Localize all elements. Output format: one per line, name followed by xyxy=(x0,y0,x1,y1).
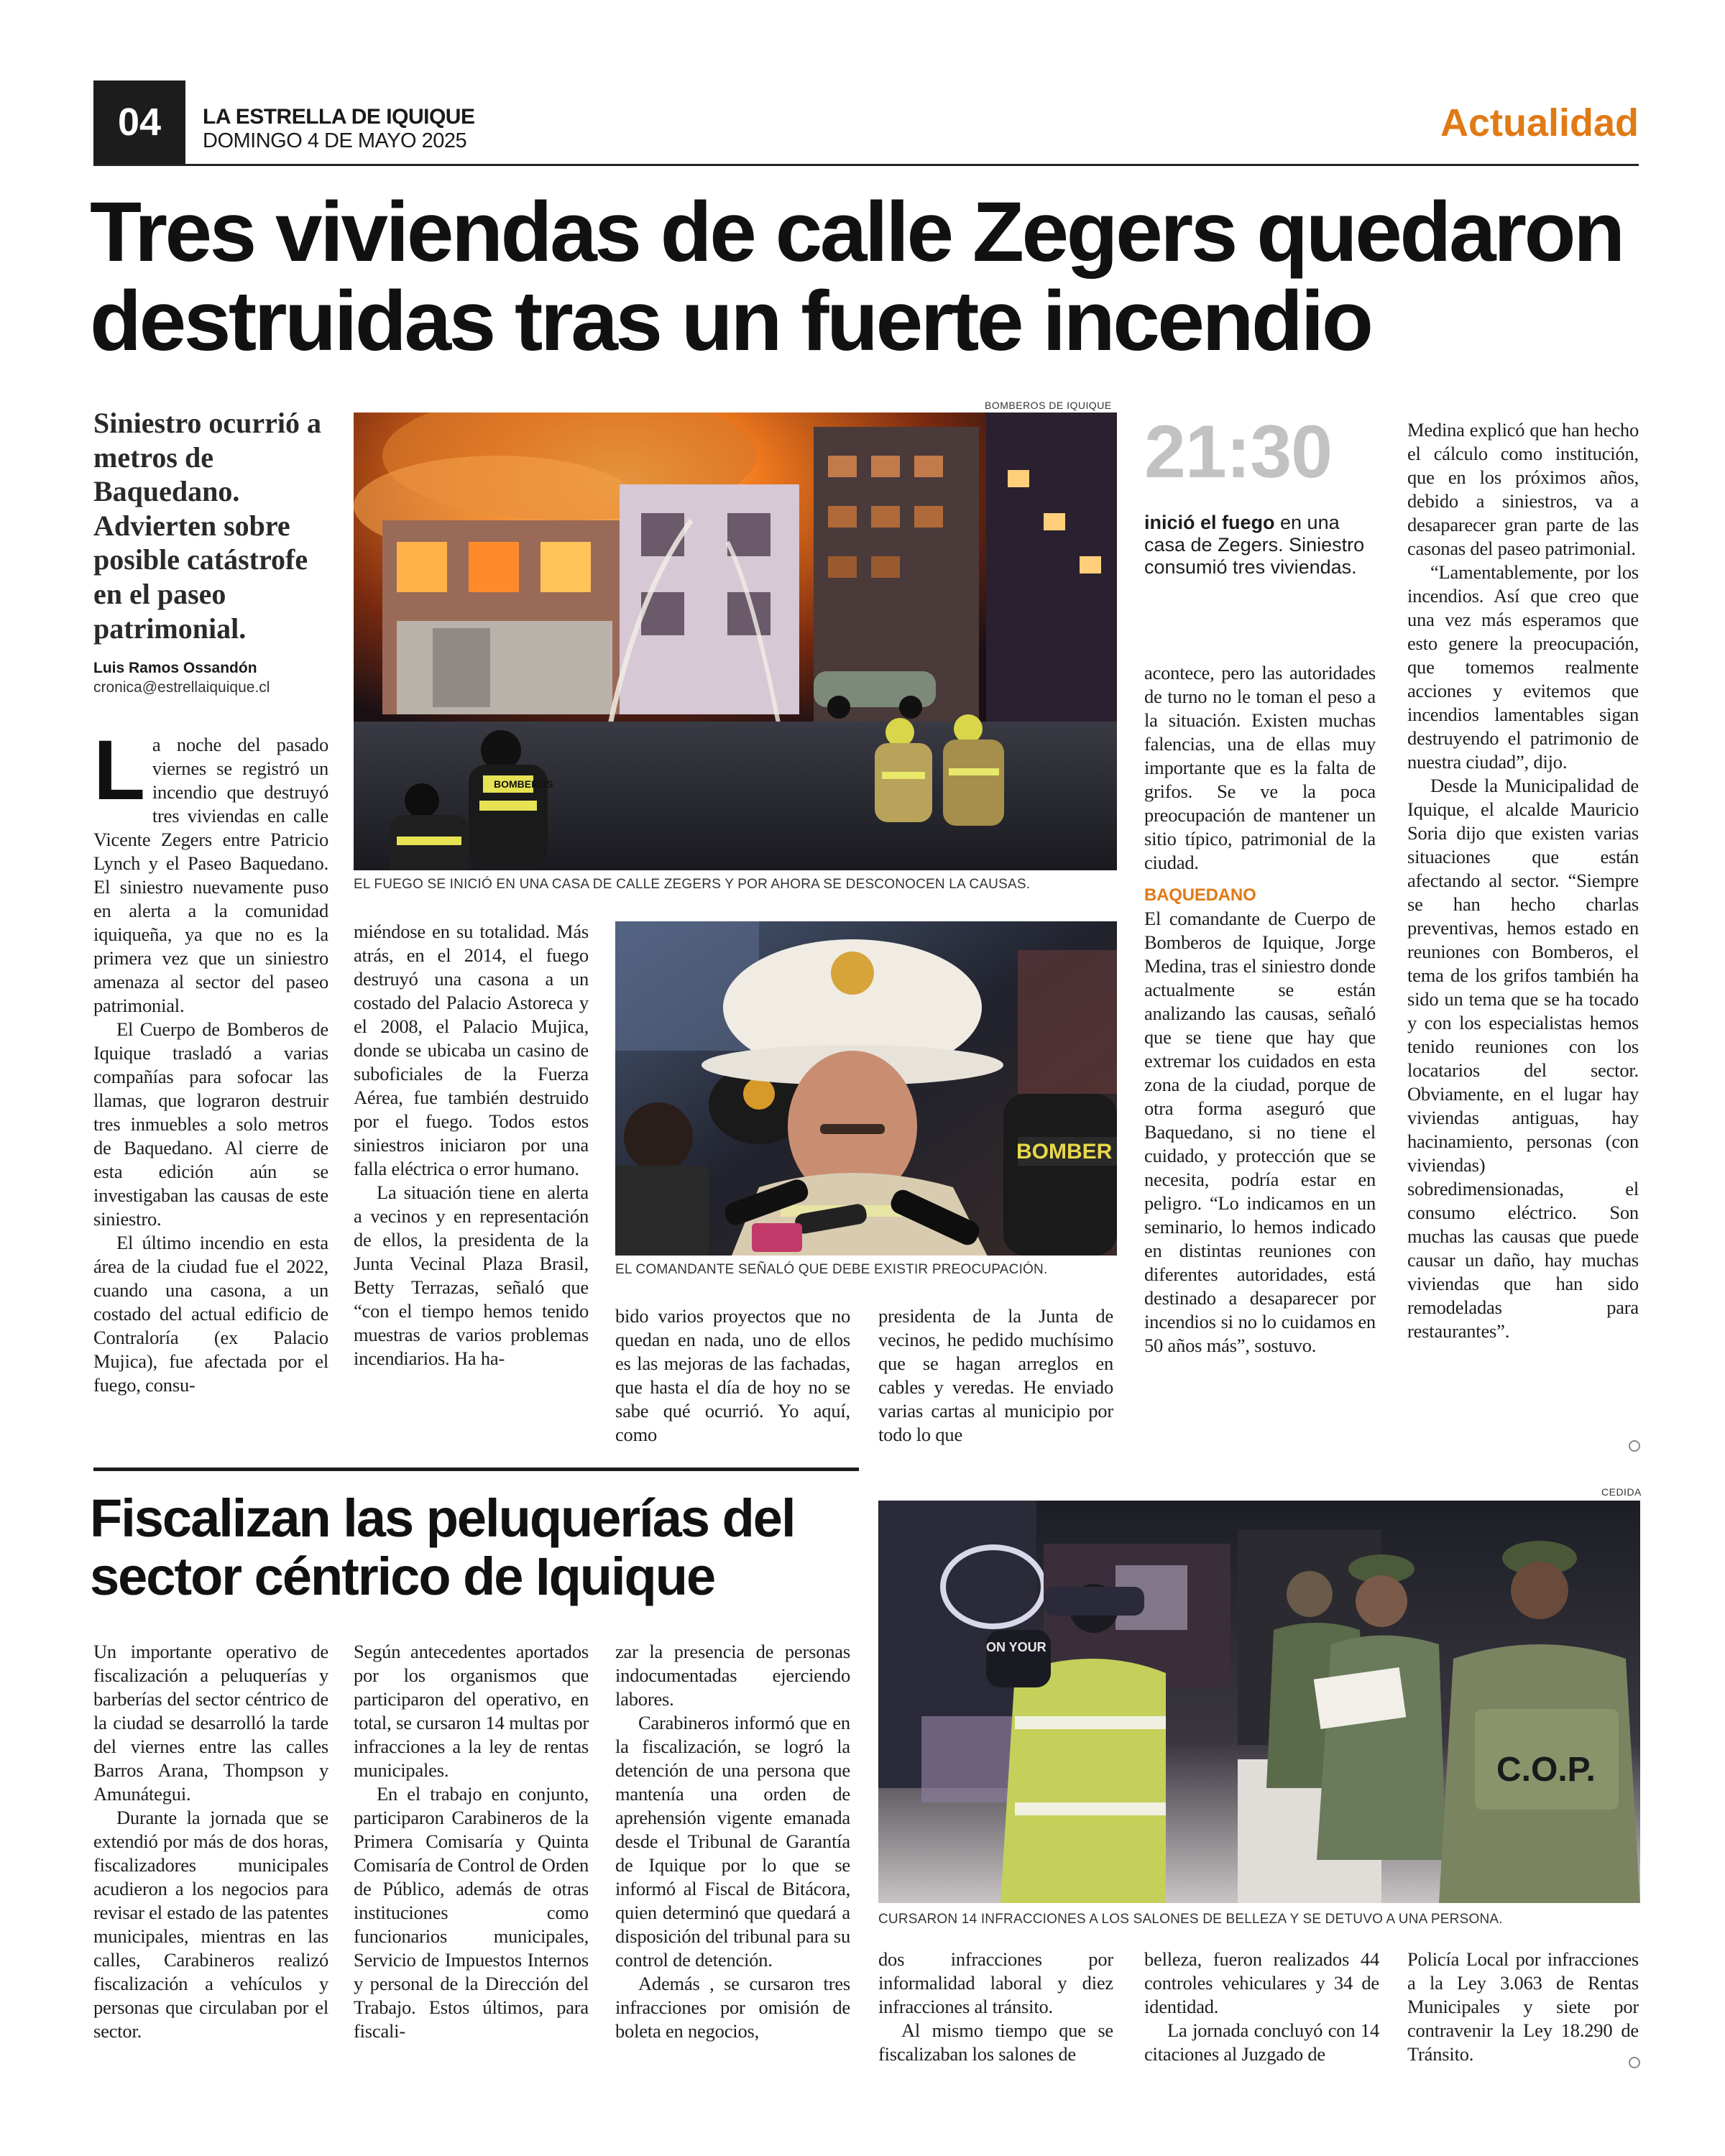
second-headline: Fiscalizan las peluquerías del sector céntrico de Iquique xyxy=(90,1488,795,1607)
photo-caption: CURSARON 14 INFRACCIONES A LOS SALONES DE BELLEZA Y SE DETUVO A UNA PERSONA. xyxy=(878,1912,1503,1927)
fire-scene-illustration xyxy=(354,413,1117,870)
paragraph: zar la presencia de personas indocumentadas ejerciendo labores. xyxy=(615,1641,850,1710)
paragraph: bido varios proyectos que no quedan en nada, uno de ellos es las mejoras de las fachadas, que hasta el día de hoy no se sabe qué ocurrió. Yo aquí, como xyxy=(615,1305,850,1445)
vest-label: C.O.P. xyxy=(1496,1751,1596,1789)
article-column-1 xyxy=(93,723,328,1397)
paragraph: Desde la Municipalidad de Iquique, el alcalde Mauricio Soria dijo que existen varias situaciones que están afectando al sector. “Siempre se han hecho charlas preventivas, hemos estado en reuniones con Bomberos, el tema de los grifos también ha sido un tema que se ha tocado y con los especialistas hemos tenido reuniones con los locatarios del sector. Obviamente, en el lugar hay viviendas antiguas, hay hacinamiento, personas (con viviendas) sobredimensionadas, el consumo eléctrico. Son muchas las causas que puede causar un daño, hay muchas viviendas que han sido remodeladas para restaurantes”. xyxy=(1407,775,1639,1342)
paragraph: Al mismo tiempo que se fiscalizaban los salones de xyxy=(878,2019,1113,2065)
stat-bold: inició el fuego xyxy=(1144,512,1275,533)
paragraph: Carabineros informó que en la fiscalización, se logró la detención de una persona que mantenía una orden de aprehensión vigente emanada desde el Tribunal de Garantía de Iquique por lo que se informó al Fiscal de Bitácora, quien determinó que quedará a disposición del tribunal para su control de detención. xyxy=(615,1712,850,1971)
paragraph: En el trabajo en conjunto, participaron Carabineros de la Primera Comisaría y Quinta Comisaría de Control de Orden de Público, además de otras instituciones como funcionarios municipales, Servicio de Impuestos Internos y personal de la Dirección del Trabajo. Estos últimos, para fiscali- xyxy=(354,1783,589,2042)
vest-text: BOMBER xyxy=(1016,1140,1113,1164)
shirt-text: ON YOUR xyxy=(986,1640,1046,1654)
commander-illustration xyxy=(615,921,1117,1256)
stat-description xyxy=(1144,512,1374,579)
dropcap: L xyxy=(93,723,145,818)
newspaper-name: LA ESTRELLA DE IQUIQUE xyxy=(203,105,475,129)
article-column-2 xyxy=(354,920,589,1370)
helmet-text: BOMBEROS xyxy=(494,778,553,790)
article2-column-5 xyxy=(1144,1948,1379,2066)
photo-credit: CEDIDA xyxy=(1601,1486,1642,1498)
paragraph: presidenta de la Junta de vecinos, he pedido muchísimo que se hagan arreglos en cables y veredas. He enviado varias cartas al municipio por todo lo que xyxy=(878,1305,1113,1445)
edition-date: DOMINGO 4 DE MAYO 2025 xyxy=(203,129,467,152)
paragraph: miéndose en su totalidad. Más atrás, en el 2014, el fuego destruyó una casona a un costado del Palacio Astoreca y el 2008, el Palacio Mujica, donde se ubicaba un casino de suboficiales de la Fuerza Aérea, fue también destruido por el fuego. Todos estos siniestros iniciaron por una falla eléctrica o error humano. xyxy=(354,921,589,1179)
fire-photo xyxy=(354,413,1117,870)
main-headline: Tres viviendas de calle Zegers quedaron destruidas tras un fuerte incendio xyxy=(90,185,1623,369)
end-mark-icon xyxy=(1629,2057,1640,2068)
byline: Luis Ramos Ossandón xyxy=(93,660,257,676)
stat-value: 21:30 xyxy=(1144,410,1332,494)
photo-credit: BOMBEROS DE IQUIQUE xyxy=(985,400,1112,411)
header-rule xyxy=(93,164,1639,166)
paragraph: a noche del pasado viernes se registró un incendio que destruyó tres viviendas en calle Vicente Zegers entre Patricio Lynch y el Paseo Baquedano. El siniestro nuevamente puso en alerta a la comunidad iquiqueña, ya que no es la primera vez que un siniestro amenaza al sector del paseo patrimonial. xyxy=(93,734,328,1016)
article2-column-6 xyxy=(1407,1948,1639,2066)
section-divider xyxy=(93,1468,859,1471)
paragraph: La situación tiene en alerta a vecinos y en representación de ellos, la presidenta de la Junta Vecinal Plaza Brasil, Betty Terrazas, señaló que “con el tiempo hemos tenido muestras de varios problemas incendiarios. Ha ha- xyxy=(354,1181,589,1369)
paragraph: Medina explicó que han hecho el cálculo como institución, que en los próximos años, debido a siniestros, va a desaparecer gran parte de las casonas del paseo patrimonial. xyxy=(1407,419,1639,559)
salon-illustration xyxy=(878,1501,1640,1903)
paragraph: “Lamentablemente, por los incendios. Así que creo que una vez más esperamos que esto genere la preocupación, que tomemos realmente acciones y evitemos que incendios lamentables sigan destruyendo el patrimonio de nuestra ciudad”, dijo. xyxy=(1407,561,1639,773)
page-number: 04 xyxy=(93,80,185,164)
article-column-5 xyxy=(1144,661,1376,1358)
paragraph: Un importante operativo de fiscalización a peluquerías y barberías del sector céntrico de la ciudad se desarrolló la tarde del viernes entre las calles Barros Arana, Thompson y Amunátegui. xyxy=(93,1641,328,1805)
paragraph: dos infracciones por informalidad laboral y diez infracciones al tránsito. xyxy=(878,1948,1113,2017)
paragraph: Además , se cursaron tres infracciones por omisión de boleta en negocios, xyxy=(615,1973,850,2042)
subsection-heading: BAQUEDANO xyxy=(1144,885,1256,905)
paragraph: Policía Local por infracciones a la Ley 3.063 de Rentas Municipales y siete por contravenir la Ley 18.290 de Tránsito. xyxy=(1407,1948,1639,2065)
paragraph: La jornada concluyó con 14 citaciones al Juzgado de xyxy=(1144,2019,1379,2065)
article2-column-2 xyxy=(354,1640,589,2043)
paragraph: El comandante de Cuerpo de Bomberos de Iquique, Jorge Medina, tras el siniestro donde actualmente se están analizando las causas, señaló que se tiene que hay que extremar los cuidados en esta zona de la ciudad, porque de otra forma aseguró que Baquedano, si no tiene el cuidado, y protección que se necesita, podría estar en peligro. “Lo indicamos en un seminario, lo hemos indicado en distintas reuniones con diferentes autoridades, está destinado a desaparecer por incendios si no lo cuidamos en 50 años más”, sostuvo. xyxy=(1144,908,1376,1356)
paragraph: El Cuerpo de Bomberos de Iquique trasladó a varias compañías para sofocar las llamas, que lograron destruir tres inmuebles a solo metros de Baquedano. Al cierre de esta edición aún se investigaban las causas de este siniestro. xyxy=(93,1018,328,1230)
paragraph: Durante la jornada que se extendió por más de dos horas, fiscalizadores municipales acudieron a los negocios para revisar el estado de las patentes municipales, mientras en las calles, Carabineros realizó fiscalización a vehículos y personas que circulaban por el sector. xyxy=(93,1807,328,2042)
article2-column-4 xyxy=(878,1948,1113,2066)
stat-rest: en una casa de Zegers. Siniestro consumió tres viviendas. xyxy=(1144,512,1365,578)
salon-inspection-photo xyxy=(878,1501,1640,1903)
article-column-6 xyxy=(1407,418,1639,1343)
paragraph: acontece, pero las autoridades de turno no le toman el peso a la situación. Existen muchas falencias, una de ellas muy importante que es la falta de grifos. Se ve la poca preocupación de mantener un sitio típico, patrimonial de la ciudad. xyxy=(1144,662,1376,873)
photo-caption: EL COMANDANTE SEÑALÓ QUE DEBE EXISTIR PREOCUPACIÓN. xyxy=(615,1262,1048,1277)
article2-column-3 xyxy=(615,1640,850,2043)
end-mark-icon xyxy=(1629,1440,1640,1452)
subheadline: Siniestro ocurrió a metros de Baquedano. Advierten sobre posible catástrofe en el paseo patrimonial. xyxy=(93,407,322,645)
photo-caption: EL FUEGO SE INICIÓ EN UNA CASA DE CALLE ZEGERS Y POR AHORA SE DESCONOCEN LA CAUSAS. xyxy=(354,877,1031,892)
paragraph: belleza, fueron realizados 44 controles vehiculares y 34 de identidad. xyxy=(1144,1948,1379,2017)
article-column-4 xyxy=(878,1304,1113,1447)
commander-photo xyxy=(615,921,1117,1256)
paragraph: El último incendio en esta área de la ciudad fue el 2022, cuando una casona, a un costado del actual edificio de Contraloría (ex Palacio Mujica), fue afectada por el fuego, consu- xyxy=(93,1232,328,1396)
article2-column-1 xyxy=(93,1640,328,2043)
paragraph: Según antecedentes aportados por los organismos que participaron del operativo, en total, se cursaron 14 multas por infracciones a la ley de rentas municipales. xyxy=(354,1641,589,1781)
article-column-3 xyxy=(615,1304,850,1447)
section-label: Actualidad xyxy=(1440,101,1639,144)
author-email: cronica@estrellaiquique.cl xyxy=(93,679,270,696)
